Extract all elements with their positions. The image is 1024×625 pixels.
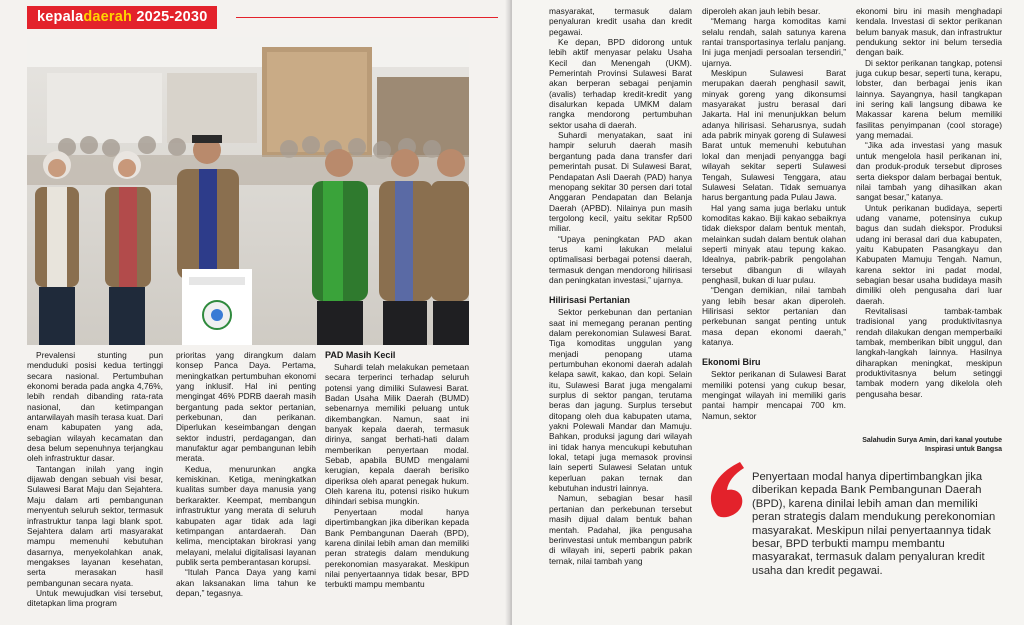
paragraph: Untuk perikanan budidaya, seperti udang vaname, potensinya cukup bagus dan sudah diekspor. Produksi udang ini berasal dari dua kabupaten, yaitu Kabupaten Pasangkayu dan Kabupaten Mamuju Tengah. Namun, karena sektor ini padat modal, sebagian besar usaha budidaya masih dimiliki oleh pengusaha dari luar daerah. bbox=[856, 202, 1002, 306]
paragraph: Sektor perikanan di Sulawesi Barat memiliki potensi yang cukup besar, mengingat wilayah ini memiliki garis pantai hampir mencapai 700 km. Namun, sektor bbox=[702, 369, 846, 421]
paragraph: “Memang harga komoditas kami selalu rendah, salah satunya karena rantai transportasinya terlalu panjang. Ini juga menjadi persoalan tersendiri,” ujarnya. bbox=[702, 16, 846, 68]
caption-line: Salahudin Surya Amin, dari kanal youtube bbox=[862, 437, 1002, 444]
paragraph: “Jika ada investasi yang masuk untuk mengelola hasil perikanan ini, dan produk-produk tersebut diproses serta diekspor dalam berbagai bentuk, nilai tambah yang dihasilkan akan sangat besar,” katanya. bbox=[856, 140, 1002, 203]
paragraph: Untuk mewujudkan visi tersebut, ditetapkan lima program bbox=[27, 587, 163, 609]
rubric-rule bbox=[236, 17, 498, 18]
paragraph: ekonomi biru ini masih menghadapi kendala. Investasi di sektor perikanan belum banyak masuk, dan infrastruktur pendukung sektor ini belum tersedia dengan baik. bbox=[856, 6, 1002, 58]
paragraph: Hal yang sama juga berlaku untuk komoditas kakao. Biji kakao sebaiknya tidak diekspor dalam bentuk mentah, melainkan sudah dalam bentuk olahan seperti minyak atau tepung kakao. Idealnya, pabrik-pabrik pengolahan tersebut dibangun di wilayah penghasil, bukan di luar pulau. bbox=[702, 202, 846, 285]
group-photo-illustration bbox=[27, 37, 469, 345]
paragraph: Penyertaan modal hanya dipertimbangkan jika diberikan kepada Bank Pembangunan Daerah (BPD), karena dinilai lebih aman dan memiliki peran strategis dalam mendukung perekonomian masyarakat. Meskipun nilai penyertaannya tidak besar, BPD terbukti mampu membantu bbox=[325, 506, 469, 590]
paragraph: Meskipun Sulawesi Barat merupakan daerah penghasil sawit, minyak goreng yang dikonsumsi masyarakat justru berasal dari Jakarta. Hal ini menunjukkan belum adanya hilirisasi. Seharusnya, sudah ada pabrik minyak goreng di Sulawesi Barat untuk memenuhi kebutuhan lokal dan menjadi penyangga bagi wilayah sekitar seperti Sulawesi Tengah, Sulawesi Tenggara, atau Sulawesi Selatan. Tidak semuanya harus bergantung pada Pulau Jawa. bbox=[702, 68, 846, 203]
left-column-1 bbox=[27, 350, 163, 609]
paragraph: Ke depan, BPD didorong untuk lebih aktif menyasar pelaku Usaha Kecil dan Menengah (UKM). Pemerintah Provinsi Sulawesi Barat akan berperan sebagai penjamin (avalis) terhadap kredit-kredit yang disalurkan kepada UMKM dalam rangka mendorong pertumbuhan sektor usaha di daerah. bbox=[549, 37, 692, 130]
left-page bbox=[0, 0, 510, 625]
quote-mark-icon bbox=[708, 458, 748, 518]
paragraph: Namun, sebagian besar hasil pertanian dan perkebunan tersebut masih dijual dalam bentuk bahan mentah. Padahal, jika pengusaha berinvestasi untuk membangun pabrik di wilayah ini, seperti pabrik pakan ternak, nilai tambah yang bbox=[549, 493, 692, 566]
left-column-3 bbox=[325, 350, 469, 590]
rubric-word-kepala: kepala bbox=[37, 9, 84, 25]
section-heading: Ekonomi Biru bbox=[702, 357, 761, 368]
pull-quote: Penyertaan modal hanya dipertimbangkan jika diberikan kepada Bank Pembangunan Daerah (BPD), karena dinilai lebih aman dan memiliki peran strategis dalam mendukung perekonomian masyarakat. Meskipun nilai penyertaannya tidak besar, BPD terbukti mampu membantu masyarakat, termasuk dalam penyaluran kredit usaha dan kredit pegawai. bbox=[752, 471, 996, 577]
paragraph: Suhardi menyatakan, saat ini hampir seluruh daerah masih bergantung pada dana transfer dari pemerintah pusat. Di Sulawesi Barat, Pendapatan Asli Daerah (PAD) hanya menopang sekitar 30 persen dari total Anggaran Pendapatan dan Belanja Daerah (APBD). Nilainya pun masih tergolong kecil, yaitu sekitar Rp500 miliar. bbox=[549, 130, 692, 234]
right-column-1 bbox=[549, 6, 692, 566]
paragraph: “Upaya peningkatan PAD akan terus kami lakukan melalui optimalisasi berbagai potensi daerah, termasuk dengan mendorong hilirisasi dan peningkatan investasi,” ujarnya. bbox=[549, 233, 692, 285]
paragraph: Tantangan inilah yang ingin dijawab dengan sebuah visi besar, Sulawesi Barat Maju dan Sejahtera. Maju dalam arti pembangunan menyentuh seluruh sektor, termasuk infrastruktur tanpa lagi blank spot. Sejahtera dalam arti masyarakat mampu memenuhi kebutuhan dasarnya, menyekolahkan anak, mengakses layanan kesehatan, serta merasakan hasil pembangunan secara nyata. bbox=[27, 463, 163, 588]
section-heading: Hilirisasi Pertanian bbox=[549, 295, 631, 306]
paragraph: Kedua, menurunkan angka kemiskinan. Ketiga, meningkatkan kualitas sumber daya manusia yang berkarakter. Keempat, membangun infrastruktur yang merata di seluruh kabupaten agar tidak ada lagi ketimpangan antardaerah. Dan kelima, menciptakan birokrasi yang melayani, melalui digitalisasi layanan publik serta pemberantasan korupsi. bbox=[176, 463, 316, 567]
paragraph-gap bbox=[549, 285, 692, 295]
rubric-word-daerah: daerah bbox=[83, 9, 133, 25]
group-photo bbox=[27, 37, 469, 345]
right-column-3 bbox=[856, 6, 1002, 399]
paragraph: Revitalisasi tambak-tambak tradisional yang produktivitasnya rendah dilakukan dengan memperbaiki tambak, memberikan bibit unggul, dan langkah-langkah lainnya. Hasilnya diharapkan meningkat, meskipun produktivitasnya belum setinggi tambak modern yang dikelola oleh pengusaha besar. bbox=[856, 305, 1002, 399]
paragraph-gap bbox=[702, 347, 846, 357]
right-column-2 bbox=[702, 6, 846, 421]
paragraph: “Dengan demikian, nilai tambah yang lebih besar akan diperoleh. Hilirisasi sektor pertanian dan perkebunan sangat penting untuk masa depan ekonomi daerah,” katanya. bbox=[702, 285, 846, 347]
paragraph: prioritas yang dirangkum dalam konsep Panca Daya. Pertama, meningkatkan pertumbuhan ekonomi yang inklusif. Hal ini penting mengingat 46% PDRB daerah masih bergantung pada sektor pertanian, perkebunan, dan perikanan. Diperlukan keseimbangan dengan sektor industri, perdagangan, dan manufaktur agar pembangunan lebih merata. bbox=[176, 350, 316, 464]
paragraph: Di sektor perikanan tangkap, potensi juga cukup besar, seperti tuna, kerapu, lobster, dan berbagai jenis ikan lainnya. Sayangnya, hasil tangkapan ini sering kali langsung dibawa ke Makassar karena belum memiliki fasilitas penyimpanan (cool storage) yang memadai. bbox=[856, 57, 1002, 141]
paragraph: diperoleh akan jauh lebih besar. bbox=[702, 6, 821, 16]
paragraph: masyarakat, termasuk dalam penyaluran kredit usaha dan kredit pegawai. bbox=[549, 6, 692, 37]
rubric-label bbox=[27, 6, 217, 29]
caption-line: Inspirasi untuk Bangsa bbox=[924, 446, 1002, 453]
paragraph: Prevalensi stunting pun menduduki posisi kedua tertinggi secara nasional. Pertumbuhan ekonomi berada pada angka 4,76%, lebih rendah dibanding rata-rata nasional, dan ketimpangan antarwilayah masih terasa kuat. Dari enam kabupaten yang ada, sebagian wilayah kecamatan dan desa belum sepenuhnya terjangkau oleh infrastruktur dasar. bbox=[27, 350, 163, 464]
left-column-2 bbox=[176, 350, 316, 598]
paragraph: Sektor perkebunan dan pertanian saat ini memegang peranan penting dalam perekonomian Sulawesi Barat. Tiga komoditas unggulan yang menjadi penopang utama pertumbuhan ekonomi daerah adalah kelapa sawit, kakao, dan kopi. Selain itu, Sulawesi Barat juga mengalami surplus di sektor pangan, terutama beras dan jagung. Surplus tersebut ditopang oleh dua kabupaten utama, yakni Polewali Mandar dan Mamuju. Bahkan, produksi jagung dari wilayah ini tidak hanya mencukupi kebutuhan lokal, tetapi juga memasok provinsi lain seperti Sulawesi Selatan untuk keperluan pakan ternak dan kebutuhan industri lainnya. bbox=[549, 307, 692, 494]
rubric-years: 2025-2030 bbox=[132, 9, 208, 25]
paragraph: “Itulah Panca Daya yang kami akan laksanakan lima tahun ke depan,” tegasnya. bbox=[176, 567, 316, 598]
section-heading: PAD Masih Kecil bbox=[325, 350, 396, 360]
photo-caption bbox=[820, 436, 1002, 454]
paragraph: Suhardi telah melakukan pemetaan secara terperinci terhadap seluruh potensi yang dimiliki Sulawesi Barat. Badan Usaha Milik Daerah (BUMD) sebenarnya memiliki peluang untuk dikembangkan. Namun, saat ini banyak kepala daerah, termasuk dirinya, sangat berhati-hati dalam memberikan penyertaan modal. Sebab, apabila BUMD mengalami kerugian, kepala daerah berisiko diperiksa oleh aparat penegak hukum. Oleh karena itu, potensi risiko hukum dihindari sebisa mungkin. bbox=[325, 362, 469, 507]
